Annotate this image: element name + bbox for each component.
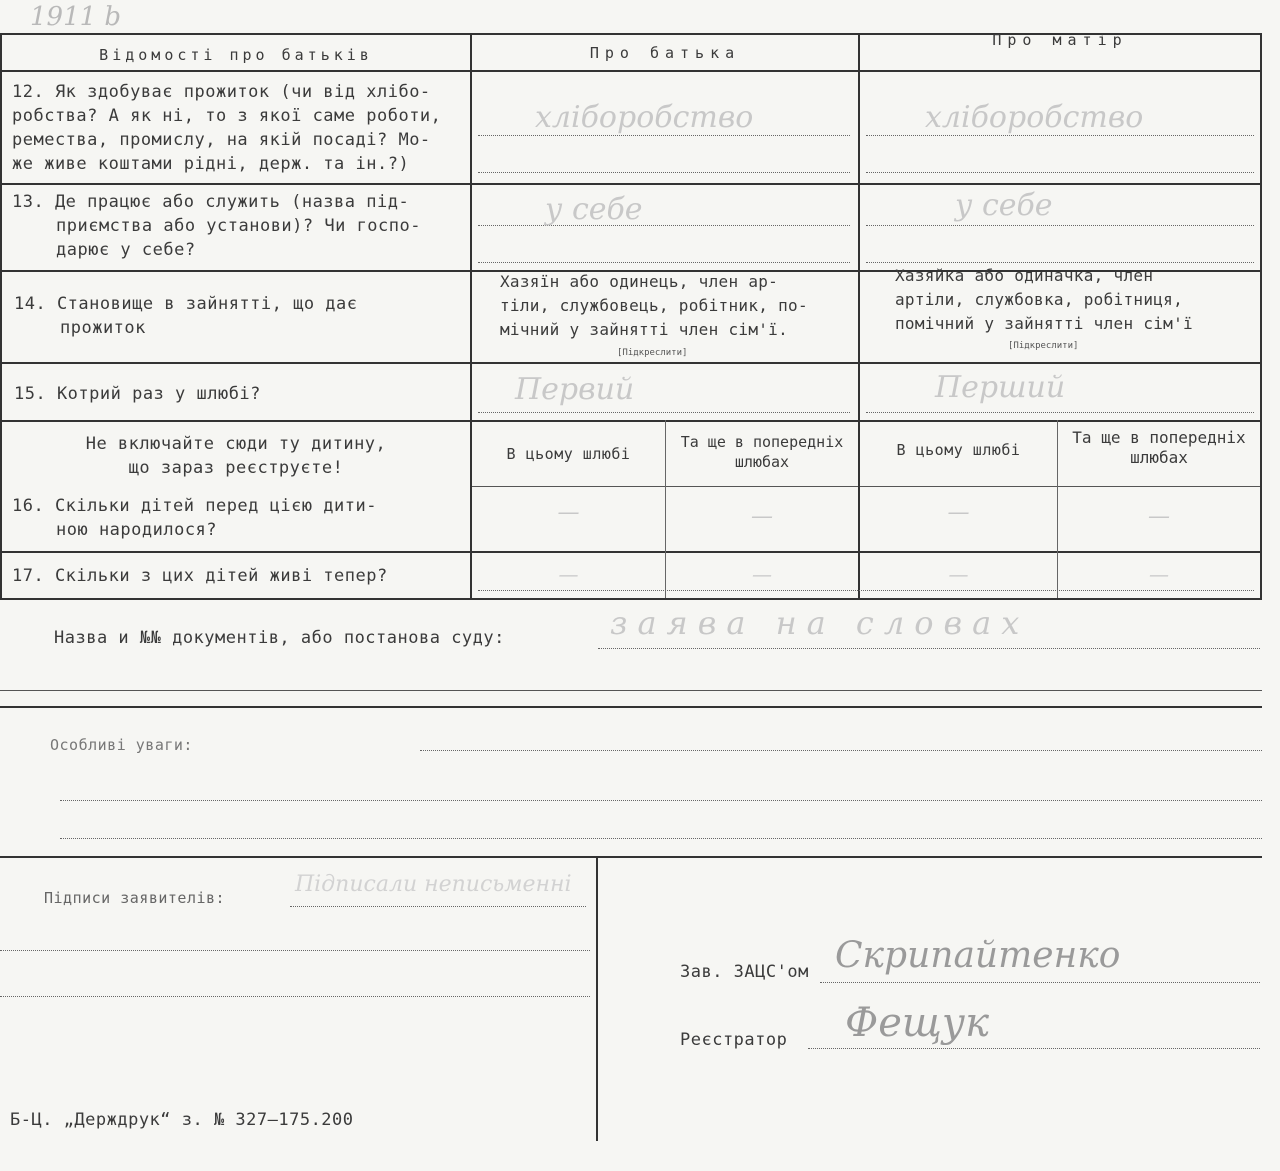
q16-mother-this: — — [947, 500, 970, 525]
remarks-label: Особливі уваги: — [50, 736, 193, 754]
q17-mother-this: — — [948, 562, 969, 586]
q14-father-underline-note: [Підкреслити] — [617, 348, 688, 358]
registrar-signature: Фещук — [845, 1000, 990, 1046]
q14-mother-underline-note: [Підкреслити] — [1008, 341, 1079, 351]
father-prev-marriages-header: Та ще в попередніх шлюбах — [680, 433, 844, 471]
q15-question: 15. Котрий раз у шлюбі? — [14, 384, 261, 404]
q16-father-prev: — — [751, 504, 773, 529]
q13-father-answer: у себе — [545, 192, 643, 227]
q17-father-prev: — — [752, 562, 772, 586]
q16-father-this: — — [557, 500, 580, 525]
q15-father-answer: Первий — [515, 372, 635, 407]
q13-question: 13. Де працює або служить (назва під- приємства або установи)? Чи госпо- дарює у себе? — [12, 192, 421, 260]
q14-question: 14. Становище в зайнятті, що дає прожиток — [14, 294, 358, 338]
applicants-label: Підписи заявителів: — [44, 889, 226, 907]
children-exclusion-note: Не включайте сюди ту дитину, що зараз реєструєте! — [85, 434, 387, 478]
q17-question: 17. Скільки з цих дітей живі тепер? — [12, 566, 388, 586]
header-mother: Про матір — [992, 31, 1128, 49]
corner-pencil-note: 1911 b — [30, 2, 122, 32]
q17-father-this: — — [558, 562, 579, 586]
printer-imprint: Б-Ц. „Держдрук“ з. № 327—175.200 — [10, 1110, 354, 1130]
q15-mother-answer: Перший — [935, 370, 1066, 405]
q12-question: 12. Як здобуває прожиток (чи від хлібо- робства? А як ні, то з якої саме роботи, ремества, промислу, на якій посаді? Мо- же живе коштами рідні, держ. та ін.?) — [12, 82, 442, 174]
q12-father-answer: хліборобство — [535, 100, 754, 135]
mother-this-marriage-header: В цьому шлюбі — [896, 441, 1021, 459]
head-signature: Скрипайтенко — [835, 935, 1121, 976]
q14-mother-options: Хазяйка або одиначка, член артіли, службовка, робітниця, помічний у зайнятті член сім'ї — [895, 266, 1193, 333]
documents-label: Назва и №№ документів, або постанова суду: — [54, 628, 505, 648]
mother-prev-marriages-header: Та ще в попередніх шлюбах — [1072, 428, 1246, 467]
header-parents-info: Відомості про батьків — [99, 46, 373, 64]
q17-mother-prev: — — [1149, 562, 1169, 586]
registrar-label: Реєстратор — [680, 1030, 788, 1050]
q16-mother-prev: — — [1148, 504, 1170, 529]
q13-mother-answer: у себе — [955, 188, 1053, 223]
applicants-signature: Підписали неписьменні — [295, 872, 572, 897]
q14-father-options: Хазяїн або одинець, член ар- тіли, службовець, робітник, по- мічний у зайнятті член сім'ї. — [500, 272, 808, 339]
header-father: Про батька — [589, 44, 741, 62]
head-label: Зав. ЗАЦС'ом — [680, 962, 809, 982]
father-this-marriage-header: В цьому шлюбі — [506, 445, 631, 463]
documents-value: заява на словах — [610, 604, 1030, 642]
q16-question: 16. Скільки дітей перед цією дити- ною народилося? — [12, 496, 377, 540]
q12-mother-answer: хліборобство — [925, 100, 1144, 135]
